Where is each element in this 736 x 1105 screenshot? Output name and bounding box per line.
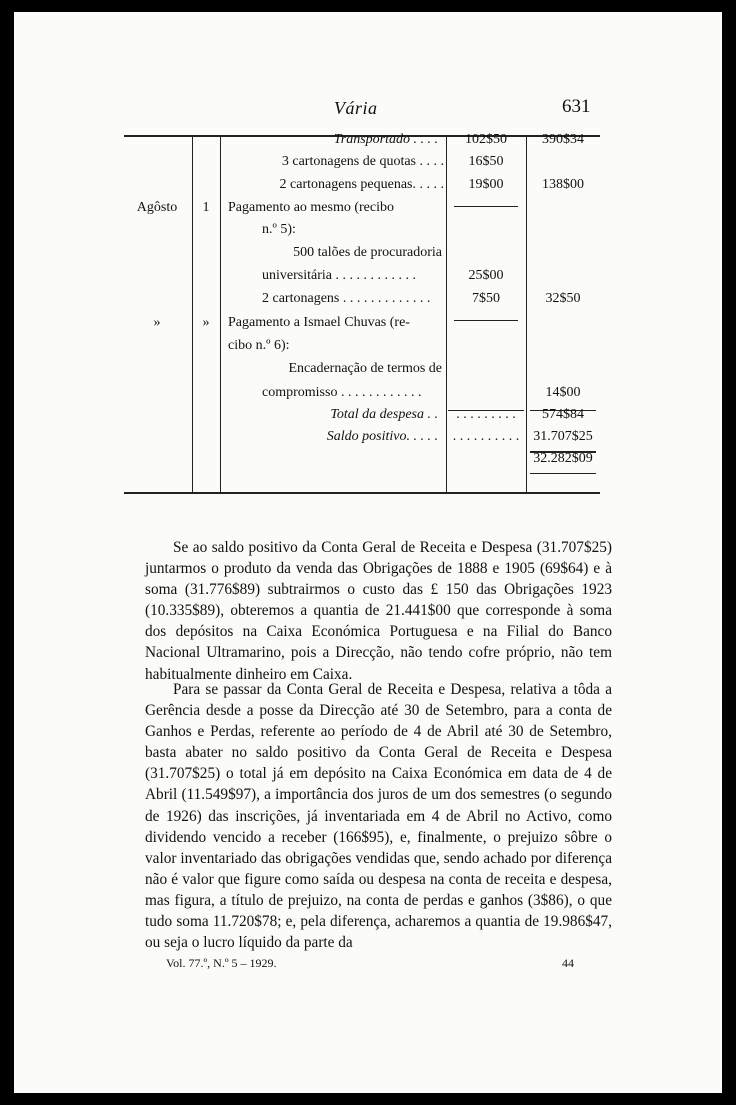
ledger-col-rule xyxy=(220,137,221,492)
ledger-bottom-rule xyxy=(124,492,600,494)
ledger-total-amount: 138$00 xyxy=(542,177,584,192)
ledger-description: 3 cartonagens de quotas . . . . xyxy=(281,154,444,169)
grand-total-rule xyxy=(530,473,596,474)
ledger-partial-amount: 102$50 xyxy=(465,132,507,147)
ledger-description: Pagamento a Ismael Chuvas (re- xyxy=(228,315,410,330)
ledger-col-rule xyxy=(526,137,527,492)
ledger-description: 2 cartonagens pequenas. . . . . xyxy=(279,177,444,192)
subtotal-rule xyxy=(454,206,518,207)
ledger-month: » xyxy=(153,315,161,330)
ledger-description: compromisso . . . . . . . . . . . . xyxy=(262,385,422,400)
running-title: Vária xyxy=(334,98,378,118)
ledger-description: n.º 5): xyxy=(262,222,296,237)
ledger-description: Transportado . . . . xyxy=(333,132,438,147)
ledger-description: Total da despesa . . xyxy=(330,407,438,422)
ledger-description: 500 talões de procuradoria xyxy=(293,245,442,260)
ledger-col-rule xyxy=(446,137,447,492)
page-number: 631 xyxy=(562,96,591,117)
ledger-month: Agôsto xyxy=(136,200,178,215)
ledger-partial-amount: . . . . . . . . . xyxy=(456,407,516,422)
ledger-total-amount: 32$50 xyxy=(545,291,581,306)
document-page xyxy=(14,12,722,1093)
ledger-partial-amount: 7$50 xyxy=(472,291,500,306)
ledger-total-amount: 390$34 xyxy=(542,132,584,147)
subtotal-rule xyxy=(454,320,518,321)
ledger-total-amount: 32.282$09 xyxy=(533,451,593,466)
ledger-description: cibo n.º 6): xyxy=(228,338,290,353)
footer-volume: Vol. 77.º, N.º 5 – 1929. xyxy=(166,956,277,970)
ledger-description: universitária . . . . . . . . . . . . xyxy=(262,268,416,283)
ledger-partial-amount: 19$00 xyxy=(468,177,504,192)
ledger-partial-amount: 16$50 xyxy=(468,154,504,169)
ledger-partial-amount: . . . . . . . . . . xyxy=(452,429,520,444)
ledger-partial-amount: 25$00 xyxy=(468,268,504,283)
ledger-description: Encadernação de termos de xyxy=(288,361,442,376)
ledger-description: Pagamento ao mesmo (recibo xyxy=(228,200,395,215)
paragraph-1: Se ao saldo positivo da Conta Geral de Receita e Despesa (31.707$25) juntarmos o produto da venda das Obrigações de 1888 e 1905 (69$64) e à soma (31.776$89) subtrairmos o custo das £ 150 das Obrigações 1923 (10.335$89), obteremos a quantia de 21.441$00 que corresponde à soma dos depósitos na Caixa Económica Portuguesa e na Filial do Banco Nacional Ultramarino, pois a Direcção, não tendo cofre próprio, não tem habitualmente dinheiro em Caixa. xyxy=(145,539,612,683)
ledger-day: 1 xyxy=(202,200,210,215)
ledger-total-amount: 14$00 xyxy=(545,385,581,400)
ledger-total-amount: 31.707$25 xyxy=(533,429,593,444)
ledger-col-rule xyxy=(192,137,193,492)
ledger-day: » xyxy=(202,315,210,330)
ledger-description: Saldo positivo. . . . . xyxy=(326,429,438,444)
ledger-description: 2 cartonagens . . . . . . . . . . . . . xyxy=(262,291,431,306)
paragraph-2: Para se passar da Conta Geral de Receita e Despesa, relativa a tôda a Gerência desde a posse da Direcção até 30 de Setembro, para a conta de Ganhos e Perdas, referente ao período de 4 de Abril até 30 de Setembro, basta abater no saldo positivo da Conta Geral de Receita e Despesa (31.707$25) o total já em depósito na Caixa Económica em data de 4 de Abril (11.549$97), a importância dos juros de um dos semestres (o segundo de 1926) das inscrições, já inventariada em 4 de Abril no Activo, como dividendo vencido a receber (166$95), e, finalmente, o prejuizo sôbre o valor inventariado das obrigações vendidas que, sendo achado por diferença não é valor que figure como saída ou despesa na conta de receita e despesa, mas figura, a título de prejuizo, na conta de perdas e ganhos (3$86), o que tudo soma 11.720$78; e, pela diferença, acharemos a quantia de 19.986$47, ou seja o lucro líquido da parte da xyxy=(145,681,612,952)
ledger-total-amount: 574$84 xyxy=(542,407,584,422)
footer-signature: 44 xyxy=(562,956,574,970)
